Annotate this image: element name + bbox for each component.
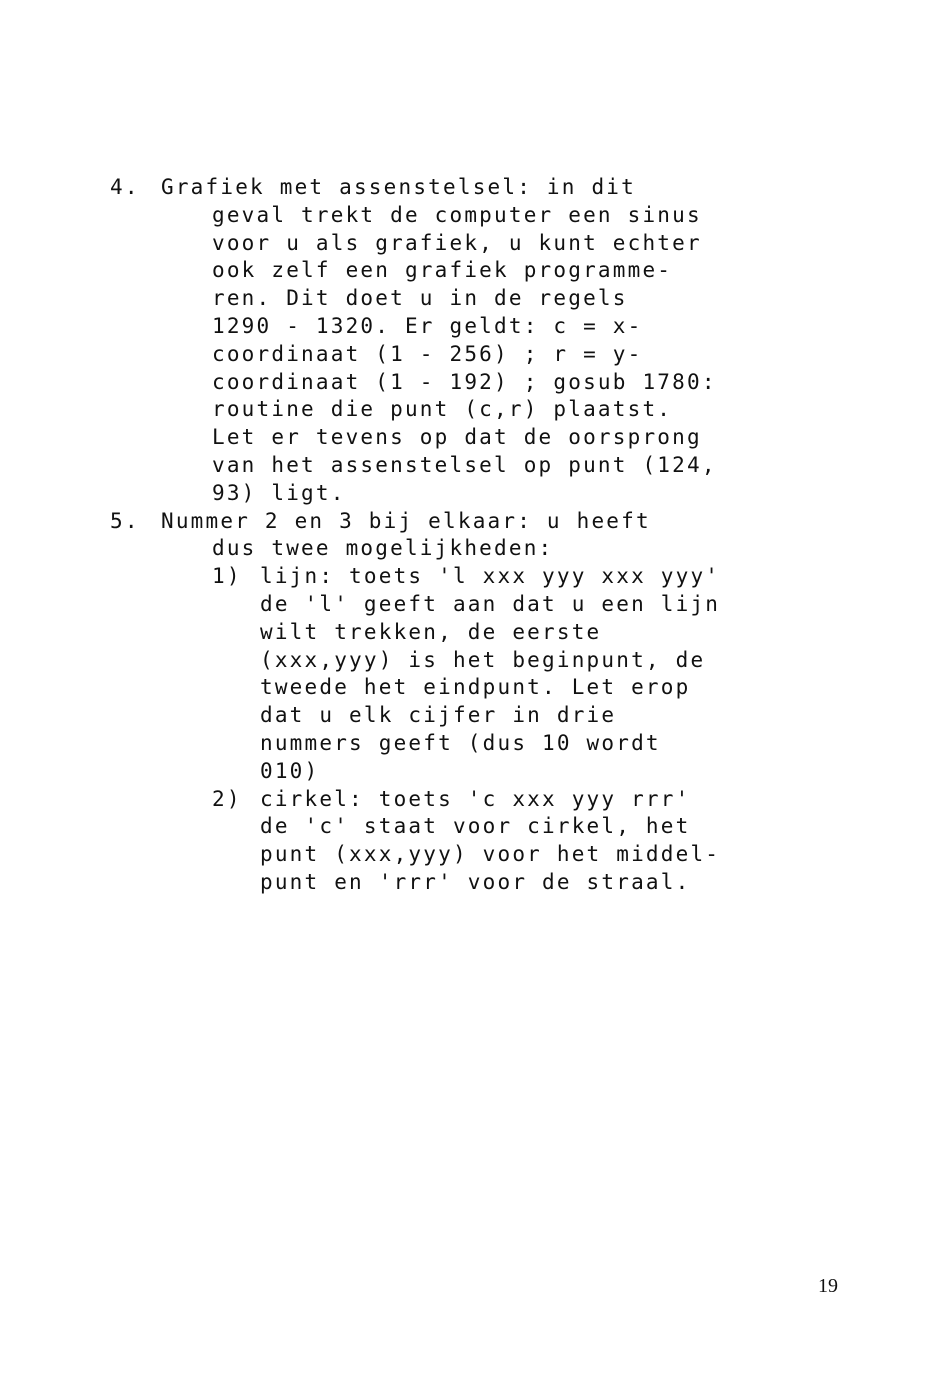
list-item-text: 93) ligt.	[212, 480, 346, 505]
subitem-1-line	[0, 591, 929, 619]
list-item-4-line	[0, 452, 929, 480]
list-item-5-line	[0, 535, 929, 563]
body-text	[0, 174, 929, 897]
subitem-2-line	[0, 786, 929, 814]
list-item-text: ook zelf een grafiek programme-	[212, 258, 673, 283]
subitem-text: punt en 'rrr' voor de straal.	[260, 869, 691, 894]
subitem-text: cirkel: toets 'c xxx yyy rrr'	[260, 786, 691, 811]
subitem-1-line	[0, 647, 929, 675]
subitem-text: lijn: toets 'l xxx yyy xxx yyy'	[260, 564, 721, 589]
list-item-text: voor u als grafiek, u kunt echter	[212, 230, 702, 255]
subitem-1-line	[0, 619, 929, 647]
list-item-4-line	[0, 424, 929, 452]
subitem-1-line	[0, 730, 929, 758]
subitem-number: 1)	[212, 564, 242, 589]
subitem-2-line	[0, 813, 929, 841]
list-item-text: dus twee mogelijkheden:	[212, 536, 554, 561]
subitem-2-line	[0, 841, 929, 869]
subitem-text: 010)	[260, 758, 320, 783]
subitem-1-line	[0, 563, 929, 591]
subitem-text: punt (xxx,yyy) voor het middel-	[260, 842, 721, 867]
list-item-4-line	[0, 285, 929, 313]
subitem-text: (xxx,yyy) is het beginpunt, de	[260, 647, 706, 672]
list-item-4-line	[0, 369, 929, 397]
subitem-2-line	[0, 869, 929, 897]
list-item-4-line	[0, 313, 929, 341]
subitem-1-line	[0, 702, 929, 730]
subitem-text: dat u elk cijfer in drie	[260, 703, 617, 728]
list-item-text: Nummer 2 en 3 bij elkaar: u heeft	[161, 508, 651, 533]
list-item-text: van het assenstelsel op punt (124,	[212, 452, 717, 477]
subitem-text: wilt trekken, de eerste	[260, 619, 602, 644]
subitem-text: de 'c' staat voor cirkel, het	[260, 814, 691, 839]
subitem-text: nummers geeft (dus 10 wordt	[260, 730, 661, 755]
subitem-number: 2)	[212, 786, 242, 811]
subitem-text: de 'l' geeft aan dat u een lijn	[260, 591, 721, 616]
list-item-text: ren. Dit doet u in de regels	[212, 286, 628, 311]
list-item-4-line	[0, 396, 929, 424]
list-item-text: Grafiek met assenstelsel: in dit	[161, 175, 636, 199]
list-item-4-line	[0, 480, 929, 508]
list-item-text: coordinaat (1 - 192) ; gosub 1780:	[212, 369, 717, 394]
list-item-4-line	[0, 230, 929, 258]
list-item-text: coordinaat (1 - 256) ; r = y-	[212, 341, 643, 366]
list-item-number: 5.	[110, 508, 140, 533]
list-item-text: 1290 - 1320. Er geldt: c = x-	[212, 313, 643, 338]
subitem-1-line	[0, 674, 929, 702]
list-item-number: 4.	[110, 175, 140, 199]
list-item-4-line	[0, 202, 929, 230]
page-number: 19	[818, 1275, 838, 1297]
list-item-text: Let er tevens op dat de oorsprong	[212, 425, 702, 450]
subitem-text: tweede het eindpunt. Let erop	[260, 675, 691, 700]
list-item-4-line	[0, 174, 929, 202]
subitem-1-line	[0, 758, 929, 786]
list-item-4-line	[0, 257, 929, 285]
list-item-text: geval trekt de computer een sinus	[212, 202, 702, 227]
list-item-4-line	[0, 341, 929, 369]
list-item-5-line	[0, 508, 929, 536]
list-item-text: routine die punt (c,r) plaatst.	[212, 397, 673, 422]
